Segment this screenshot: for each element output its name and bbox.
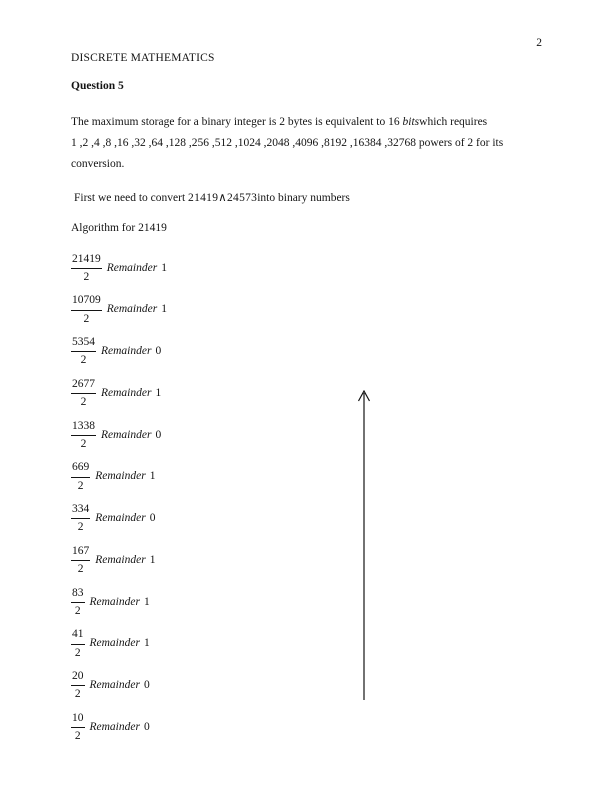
fraction-denominator: 2 xyxy=(80,354,87,367)
remainder-value: 0 xyxy=(143,679,150,692)
fraction-numerator: 20 xyxy=(71,669,85,686)
fraction-numerator: 1338 xyxy=(71,419,96,436)
remainder-label: Remainder xyxy=(89,720,140,733)
fraction-numerator: 167 xyxy=(71,544,90,561)
division-step xyxy=(71,377,540,410)
fraction xyxy=(71,711,85,744)
remainder-value: 1 xyxy=(149,553,156,566)
fraction-numerator: 21419 xyxy=(71,252,102,269)
fraction-denominator: 2 xyxy=(83,312,90,325)
remainder-label: Remainder xyxy=(95,470,146,483)
remainder-label: Remainder xyxy=(89,637,140,650)
convert-text-start: First we need to convert xyxy=(74,191,189,204)
remainder-value: 1 xyxy=(149,470,156,483)
remainder-value: 1 xyxy=(161,261,167,274)
intro-bits-word: bits xyxy=(402,115,420,128)
fraction-numerator: 334 xyxy=(71,502,90,519)
fraction-denominator: 2 xyxy=(83,270,90,283)
remainder-value: 1 xyxy=(143,595,150,608)
fraction-numerator: 41 xyxy=(71,627,85,644)
division-step xyxy=(71,502,540,535)
fraction-numerator: 669 xyxy=(71,460,90,477)
division-step xyxy=(71,293,540,326)
remainder-label: Remainder xyxy=(101,386,152,399)
fraction-denominator: 2 xyxy=(74,688,81,701)
fraction-denominator: 2 xyxy=(80,396,87,409)
remainder-value: 1 xyxy=(161,303,167,316)
division-step xyxy=(71,544,540,577)
remainder-label: Remainder xyxy=(106,303,158,316)
fraction xyxy=(71,419,96,452)
fraction-numerator: 2677 xyxy=(71,377,96,394)
up-arrow-icon xyxy=(357,390,371,702)
intro-paragraph xyxy=(71,112,540,175)
remainder-label: Remainder xyxy=(106,261,158,274)
fraction xyxy=(71,586,85,619)
remainder-value: 0 xyxy=(143,720,150,733)
question-title: Question 5 xyxy=(71,80,124,93)
convert-math-expression: 21419∧24573 xyxy=(188,191,258,204)
intro-line1-end: which requires xyxy=(419,115,488,128)
fraction-denominator: 2 xyxy=(74,646,81,659)
fraction xyxy=(71,669,85,702)
remainder-label: Remainder xyxy=(95,512,146,525)
fraction xyxy=(71,335,96,368)
remainder-label: Remainder xyxy=(89,679,140,692)
fraction-denominator: 2 xyxy=(77,563,84,576)
remainder-label: Remainder xyxy=(95,553,146,566)
fraction xyxy=(71,293,102,326)
fraction xyxy=(71,460,90,493)
division-step xyxy=(71,460,540,493)
fraction-numerator: 83 xyxy=(71,586,85,603)
fraction-denominator: 2 xyxy=(74,730,81,743)
fraction-numerator: 10 xyxy=(71,711,85,728)
intro-line-1 xyxy=(71,112,540,133)
division-step xyxy=(71,252,540,285)
division-step xyxy=(71,586,540,619)
fraction-denominator: 2 xyxy=(80,437,87,450)
convert-statement xyxy=(71,191,540,205)
fraction xyxy=(71,377,96,410)
algorithm-label: Algorithm for 21419 xyxy=(71,222,167,235)
fraction xyxy=(71,627,85,660)
fraction-denominator: 2 xyxy=(77,479,84,492)
fraction-numerator: 5354 xyxy=(71,335,96,352)
convert-text-end: into binary numbers xyxy=(257,191,350,204)
intro-line-2: 1 ,2 ,4 ,8 ,16 ,32 ,64 ,128 ,256 ,512 ,1024 ,2048 ,4096 ,8192 ,16384 ,32768 powers of 2 for its xyxy=(71,136,504,149)
division-step xyxy=(71,627,540,660)
fraction-denominator: 2 xyxy=(74,604,81,617)
document-header: DISCRETE MATHEMATICS xyxy=(71,52,215,64)
remainder-label: Remainder xyxy=(101,345,152,358)
division-step xyxy=(71,419,540,452)
intro-line-3: conversion. xyxy=(71,157,125,170)
fraction-denominator: 2 xyxy=(77,521,84,534)
fraction xyxy=(71,252,102,285)
fraction xyxy=(71,502,90,535)
remainder-value: 1 xyxy=(155,386,162,399)
remainder-value: 0 xyxy=(155,345,162,358)
page-number: 2 xyxy=(536,37,542,49)
division-steps-list xyxy=(71,252,540,744)
division-step xyxy=(71,335,540,368)
division-step xyxy=(71,669,540,702)
remainder-label: Remainder xyxy=(89,595,140,608)
fraction xyxy=(71,544,90,577)
intro-line1-start: The maximum storage for a binary integer is 2 bytes is equivalent to 16 xyxy=(71,115,403,128)
fraction-numerator: 10709 xyxy=(71,293,102,310)
remainder-value: 0 xyxy=(149,512,156,525)
remainder-label: Remainder xyxy=(101,428,152,441)
remainder-value: 1 xyxy=(143,637,150,650)
division-step xyxy=(71,711,540,744)
remainder-value: 0 xyxy=(155,428,162,441)
